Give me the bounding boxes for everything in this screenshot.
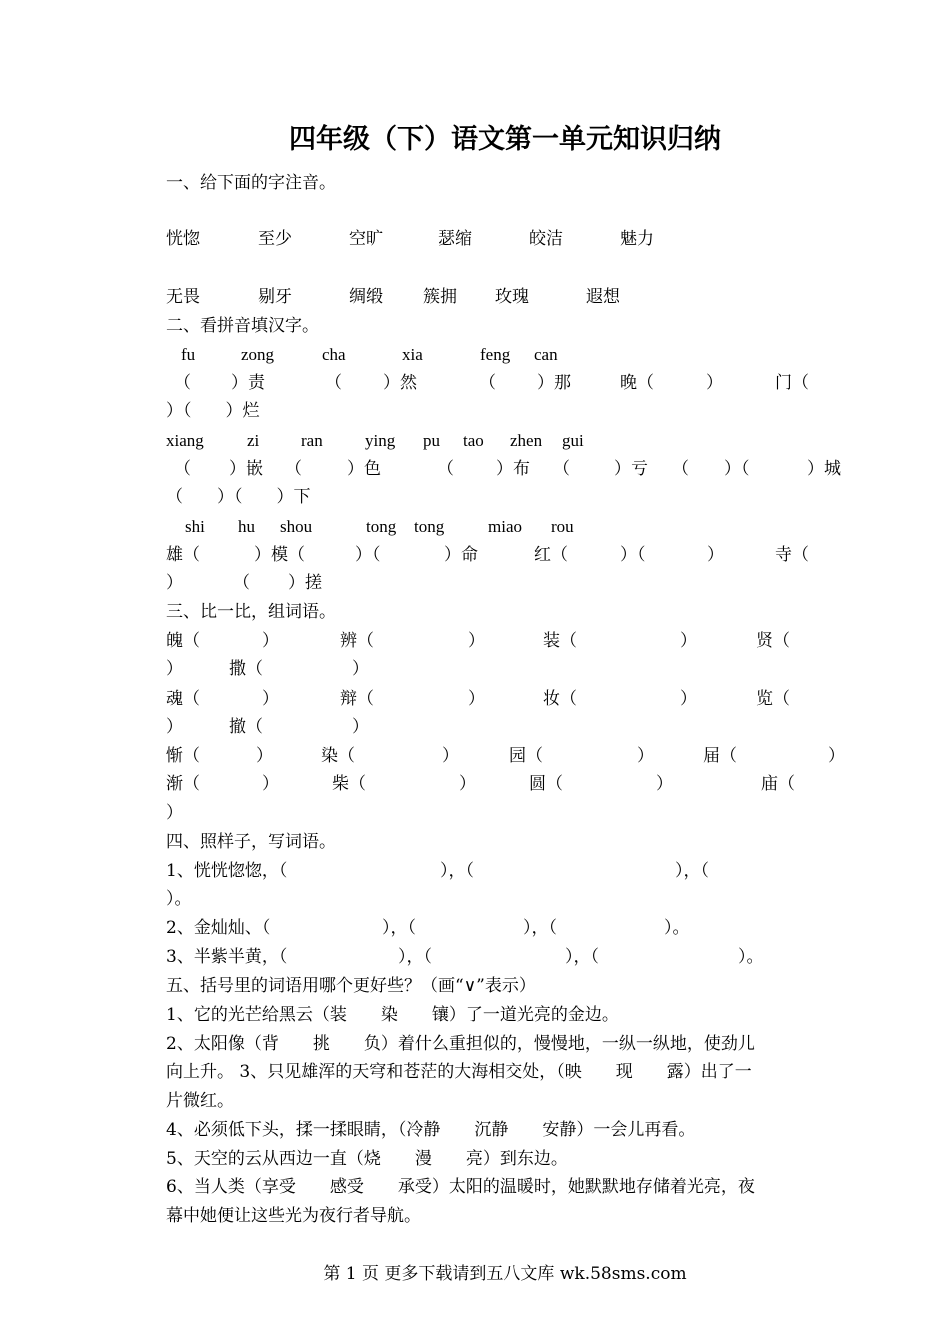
word-item: 剔牙 xyxy=(258,287,292,307)
pinyin-item: can xyxy=(534,345,558,364)
fill-row-2-cont: （ ）（ ）下 xyxy=(166,487,311,507)
pinyin-item: pu xyxy=(423,431,440,450)
pattern-segment: ），（ xyxy=(398,947,432,967)
pattern-segment: 1、恍恍惚惚，（ xyxy=(166,861,288,881)
pinyin-item: rou xyxy=(551,517,574,536)
choice-line: 5、天空的云从西边一直（烧 漫 亮）到东边。 xyxy=(166,1149,568,1169)
pinyin-item: ying xyxy=(365,431,396,450)
word-blank: ） xyxy=(459,774,476,794)
word-blank: 撒（ xyxy=(229,659,263,679)
pattern-segment: ），（ xyxy=(675,861,709,881)
word-blank: 魂（ xyxy=(166,689,200,709)
page-footer: 第 1 页 更多下载请到五八文库 wk.58sms.com xyxy=(323,1264,687,1284)
choice-line: 向上升。 3、只见雄浑的天穹和苍茫的大海相交处，（映 现 露）出了一 xyxy=(166,1062,752,1082)
section-4-heading: 四、照样子，写词语。 xyxy=(166,832,336,852)
word-item: 瑟缩 xyxy=(438,229,472,249)
blank-close: ）嵌 xyxy=(229,459,263,479)
blank-open: （ xyxy=(174,373,191,393)
blank-close: ）那 xyxy=(537,373,571,393)
compare-row-4-cont: ） xyxy=(166,803,183,823)
blank-open: （ xyxy=(437,459,454,479)
pattern-segment: ），（ xyxy=(440,861,474,881)
word-blank: 庙（ xyxy=(761,774,795,794)
word-item: 至少 xyxy=(258,229,292,249)
blank-close: ） xyxy=(706,373,723,393)
word-blank: 装（ xyxy=(543,631,577,651)
word-item: 遐想 xyxy=(586,287,620,307)
blank-close: ）（ xyxy=(355,545,381,565)
pattern-segment: ），（ xyxy=(523,918,557,938)
pinyin-item: tong xyxy=(414,517,445,536)
word-blank: 柴（ xyxy=(332,774,366,794)
word-item: 玫瑰 xyxy=(495,287,529,307)
word-blank: 辨（ xyxy=(340,631,374,651)
pattern-segment: ），（ xyxy=(565,947,599,967)
word-blank: ） xyxy=(637,746,654,766)
blank-close: ）亏 xyxy=(614,459,648,479)
choice-line: 4、必须低下头，揉一揉眼睛，（冷静 沉静 安静）一会儿再看。 xyxy=(166,1120,696,1140)
blank-open: 晚（ xyxy=(620,373,654,393)
blank-close: ）搓 xyxy=(288,573,322,593)
word-item: 皎洁 xyxy=(529,229,563,249)
pinyin-item: tao xyxy=(463,431,484,450)
word-blank: 惭（ xyxy=(166,746,200,766)
word-blank: ） xyxy=(468,631,485,651)
page-title: 四年级（下）语文第一单元知识归纳 xyxy=(289,124,721,155)
blank-open: 雄（ xyxy=(166,545,200,565)
word-item: 恍惚 xyxy=(166,229,200,249)
blank-close: ）（ xyxy=(620,545,646,565)
blank-open: 门（ xyxy=(775,373,809,393)
word-blank: 贤（ xyxy=(756,631,790,651)
section-1-heading: 一、给下面的字注音。 xyxy=(166,173,336,193)
choice-line: 片微红。 xyxy=(166,1091,234,1111)
blank-close: ）城 xyxy=(807,459,841,479)
section-5-heading: 五、括号里的词语用哪个更好些？（画“∨”表示） xyxy=(166,976,536,996)
word-blank: ） xyxy=(352,659,369,679)
word-item: 无畏 xyxy=(166,287,200,307)
word-blank: ） xyxy=(828,746,845,766)
blank-open: （ xyxy=(285,459,302,479)
pinyin-item: miao xyxy=(488,517,522,536)
fill-row-1-cont: ）（ ）烂 xyxy=(166,401,260,421)
word-blank: ） xyxy=(262,689,279,709)
blank-close: ）模（ xyxy=(254,545,305,565)
word-blank: ） xyxy=(352,717,369,737)
word-blank: ） xyxy=(680,631,697,651)
blank-open: （ xyxy=(479,373,496,393)
word-item: 簇拥 xyxy=(423,287,457,307)
blank-close: ）责 xyxy=(231,373,265,393)
pattern-segment: ），（ xyxy=(382,918,416,938)
word-blank: 届（ xyxy=(703,746,737,766)
word-blank: 圆（ xyxy=(529,774,563,794)
blank-open: 寺（ xyxy=(775,545,809,565)
pattern-segment: 2、金灿灿、（ xyxy=(166,918,271,938)
pattern-segment: 3、半紫半黄，（ xyxy=(166,947,288,967)
pinyin-item: ran xyxy=(301,431,323,450)
choice-line: 幕中她便让这些光为夜行者导航。 xyxy=(166,1206,421,1226)
pinyin-item: gui xyxy=(562,431,584,450)
pattern-line-1-cont: ）。 xyxy=(166,889,192,909)
choice-line: 6、当人类（享受 感受 承受）太阳的温暖时，她默默地存储着光亮，夜 xyxy=(166,1177,755,1197)
word-blank: ） xyxy=(656,774,673,794)
word-blank: ） xyxy=(680,689,697,709)
pinyin-item: hu xyxy=(238,517,255,536)
pattern-segment: ）。 xyxy=(738,947,764,967)
blank-open: （ xyxy=(325,373,342,393)
word-blank: ） xyxy=(256,746,273,766)
blank-open: （ xyxy=(233,573,250,593)
blank-close: ）布 xyxy=(496,459,530,479)
word-item: 绸缎 xyxy=(349,287,383,307)
word-blank: 妆（ xyxy=(543,689,577,709)
word-blank: 撤（ xyxy=(229,717,263,737)
blank-open: （ xyxy=(672,459,689,479)
blank-close: ）然 xyxy=(383,373,417,393)
blank-close: ）（ xyxy=(724,459,750,479)
blank-close: ） xyxy=(707,545,724,565)
word-blank: ） xyxy=(468,689,485,709)
word-blank: ） xyxy=(442,746,459,766)
blank-open: （ xyxy=(553,459,570,479)
pinyin-item: xiang xyxy=(166,431,204,450)
word-blank: ） xyxy=(262,774,279,794)
word-blank: 园（ xyxy=(509,746,543,766)
blank-open: （ xyxy=(174,459,191,479)
word-blank: 魄（ xyxy=(166,631,200,651)
pinyin-item: cha xyxy=(322,345,346,364)
word-blank: 渐（ xyxy=(166,774,200,794)
choice-line: 2、太阳像（背 挑 负）着什么重担似的，慢慢地，一纵一纵地，使劲儿 xyxy=(166,1034,755,1054)
word-item: 魅力 xyxy=(620,229,654,249)
section-2-heading: 二、看拼音填汉字。 xyxy=(166,316,319,336)
section-3-heading: 三、比一比，组词语。 xyxy=(166,602,336,622)
pinyin-item: shou xyxy=(280,517,313,536)
blank-close: ） xyxy=(166,573,183,593)
word-blank: 辩（ xyxy=(340,689,374,709)
blank-open: 红（ xyxy=(534,545,568,565)
pinyin-item: zong xyxy=(241,345,275,364)
word-blank: ） xyxy=(262,631,279,651)
word-blank: ） xyxy=(166,659,183,679)
word-blank: 览（ xyxy=(756,689,790,709)
choice-line: 1、它的光芒给黑云（装 染 镶）了一道光亮的金边。 xyxy=(166,1005,619,1025)
blank-close: ）命 xyxy=(444,545,478,565)
pattern-segment: ）。 xyxy=(664,918,690,938)
pinyin-item: tong xyxy=(366,517,397,536)
word-blank: ） xyxy=(166,717,183,737)
word-item: 空旷 xyxy=(349,229,383,249)
pinyin-item: zi xyxy=(247,431,260,450)
pinyin-item: xia xyxy=(402,345,423,364)
pinyin-item: feng xyxy=(480,345,511,364)
pinyin-item: shi xyxy=(185,517,205,536)
blank-close: ）色 xyxy=(347,459,381,479)
word-blank: 染（ xyxy=(321,746,355,766)
pinyin-item: fu xyxy=(181,345,196,364)
pinyin-item: zhen xyxy=(510,431,543,450)
